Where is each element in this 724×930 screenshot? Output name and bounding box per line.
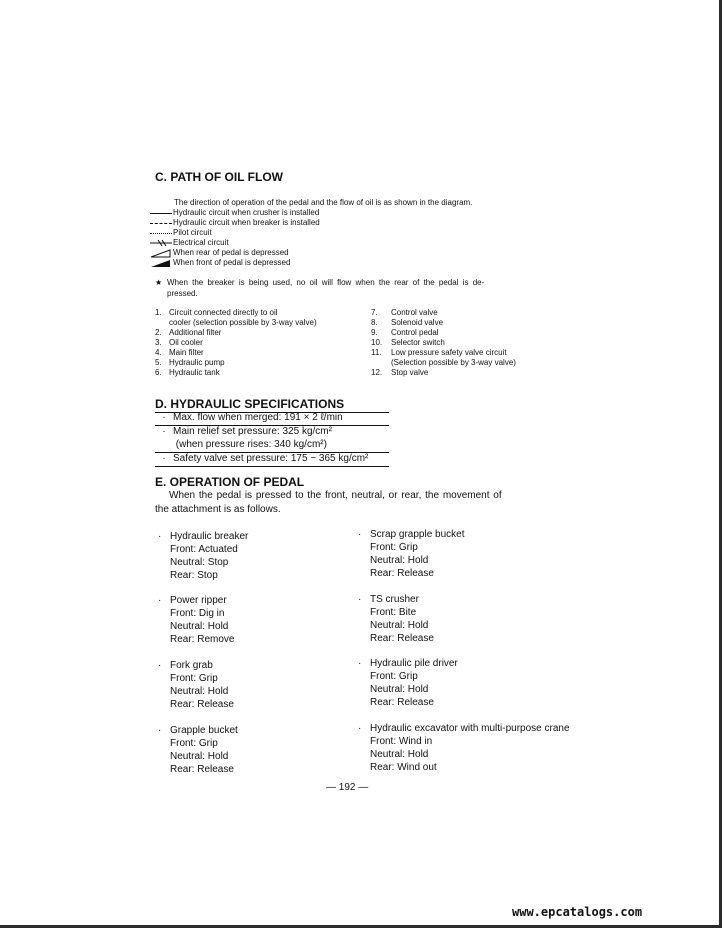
list-item: 9. Control pedal — [371, 328, 439, 337]
component-list-left — [155, 308, 317, 378]
attachment-name: TS crusher — [370, 594, 419, 605]
legend-row — [150, 208, 320, 218]
list-item: 8. Solenoid valve — [371, 318, 444, 327]
note-star: ★ — [155, 278, 163, 287]
attachment-name: Hydraulic breaker — [170, 531, 249, 542]
attachment-item: · Fork grab Front: Grip Neutral: Hold Rear: Release — [158, 660, 234, 710]
legend-row — [150, 258, 320, 268]
attachment-item: · Power ripper Front: Dig in Neutral: Hold Rear: Remove — [158, 595, 235, 645]
component-list-right — [371, 308, 516, 378]
legend-label: Hydraulic circuit when breaker is installed — [173, 218, 320, 227]
dash-dot-line-symbol — [150, 229, 172, 237]
legend-label: When front of pedal is depressed — [173, 258, 291, 267]
section-e-intro-1: When the pedal is pressed to the front, neutral, or rear, the movement of — [169, 490, 502, 501]
legend-label: Hydraulic circuit when crusher is installed — [173, 208, 320, 217]
attachment-name: Grapple bucket — [170, 725, 238, 736]
legend-row — [150, 248, 320, 258]
filled-arrow-icon — [150, 259, 172, 267]
note-line-2: pressed. — [167, 289, 198, 298]
legend — [150, 208, 320, 268]
legend-row — [150, 228, 320, 238]
attachment-item: · Hydraulic breaker Front: Actuated Neutral: Stop Rear: Stop — [158, 531, 249, 581]
watermark-url: www.epcatalogs.com — [512, 905, 643, 919]
section-e-title: E. OPERATION OF PEDAL — [155, 475, 305, 489]
list-item: 12. Stop valve — [371, 368, 429, 377]
list-item: 6. Hydraulic tank — [155, 368, 220, 377]
spec-row: · Max. flow when merged: 191 × 2 ℓ/min — [155, 411, 389, 426]
spec-row: · Main relief set pressure: 325 kg/cm² — [162, 426, 332, 437]
section-e-intro-2: the attachment is as follows. — [155, 504, 281, 515]
legend-row — [150, 218, 320, 228]
attachment-item: · Grapple bucket Front: Grip Neutral: Hold Rear: Release — [158, 725, 238, 775]
attachment-name: Power ripper — [170, 595, 227, 606]
spec-row: (when pressure rises: 340 kg/cm²) — [155, 438, 389, 453]
list-item: (Selection possible by 3-way valve) — [391, 358, 516, 367]
list-item: 4. Main filter — [155, 348, 204, 357]
legend-row — [150, 238, 320, 248]
legend-label: Pilot circuit — [173, 228, 212, 237]
attachment-item: · Scrap grapple bucket Front: Grip Neutral: Hold Rear: Release — [358, 529, 465, 579]
list-item: 1. Circuit connected directly to oil — [155, 308, 278, 317]
attachment-name: Scrap grapple bucket — [370, 529, 465, 540]
electrical-line-symbol — [150, 239, 172, 247]
attachment-item: · Hydraulic excavator with multi-purpose crane Front: Wind in Neutral: Hold Rear: Wind out — [358, 723, 570, 773]
list-item: 5. Hydraulic pump — [155, 358, 225, 367]
list-item: 7. Control valve — [371, 308, 438, 317]
spec-row: · Safety valve set pressure: 175 ~ 365 kg/cm² — [155, 452, 389, 467]
list-item: 10. Selector switch — [371, 338, 445, 347]
list-item: 3. Oil cooler — [155, 338, 203, 347]
list-item: 11. Low pressure safety valve circuit — [371, 348, 507, 357]
attachment-name: Hydraulic excavator with multi-purpose crane — [370, 723, 570, 734]
list-item: cooler (selection possible by 3-way valve) — [169, 318, 317, 327]
legend-label: When rear of pedal is depressed — [173, 248, 289, 257]
note-line-1: When the breaker is being used, no oil will flow when the rear of the pedal is de- — [167, 278, 485, 287]
section-d-title: D. HYDRAULIC SPECIFICATIONS — [155, 397, 389, 413]
attachment-item: · Hydraulic pile driver Front: Grip Neutral: Hold Rear: Release — [358, 658, 458, 708]
outline-arrow-icon — [150, 249, 172, 257]
attachment-name: Fork grab — [170, 660, 213, 671]
page-number: — 192 — — [326, 782, 369, 793]
legend-label: Electrical circuit — [173, 238, 229, 247]
solid-line-symbol — [150, 209, 172, 217]
dashed-line-symbol — [150, 219, 172, 227]
attachment-item: · TS crusher Front: Bite Neutral: Hold Rear: Release — [358, 594, 434, 644]
section-c-intro: The direction of operation of the pedal and the flow of oil is as shown in the diagram. — [174, 198, 473, 207]
section-c-title: C. PATH OF OIL FLOW — [155, 170, 283, 184]
attachment-name: Hydraulic pile driver — [370, 658, 458, 669]
list-item: 2. Additional filter — [155, 328, 222, 337]
